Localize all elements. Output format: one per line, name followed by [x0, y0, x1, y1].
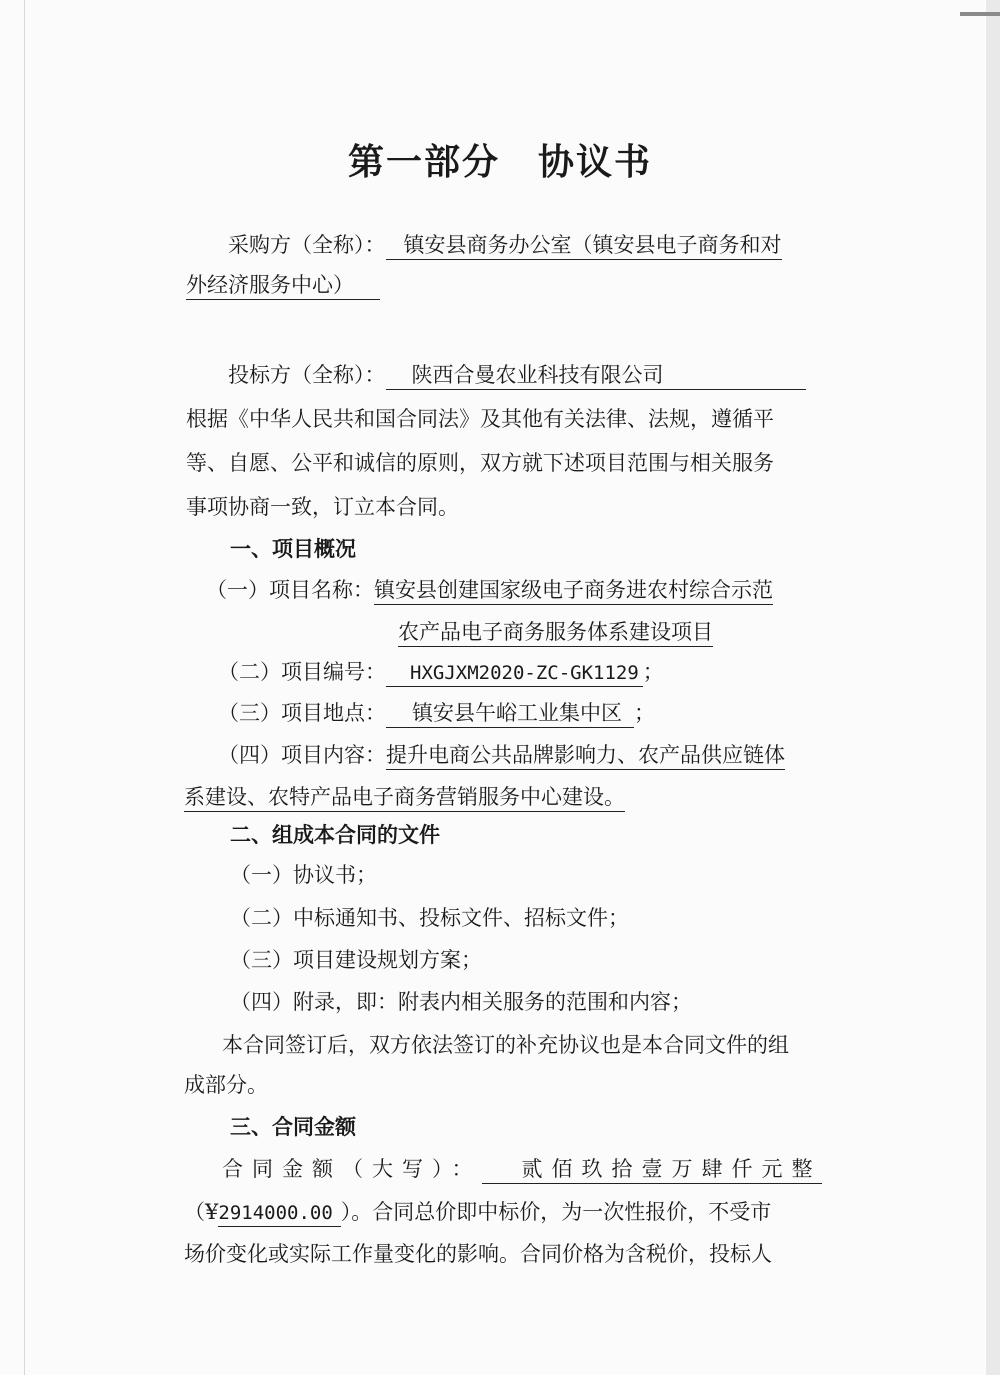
section2-note-line-2: 成部分。	[184, 1073, 268, 1097]
scan-edge-left	[24, 0, 25, 1375]
amount-rest: ）。合同总价即中标价，为一次性报价，不受市	[340, 1200, 772, 1224]
buyer-value-line1: 镇安县商务办公室（镇安县电子商务和对	[386, 233, 782, 260]
project-code-value: HXGJXM2020-ZC-GK1129	[386, 662, 643, 687]
project-content-line2: 系建设、农特产品电子商务营销服务中心建设。	[184, 785, 625, 812]
project-site-end: ；	[634, 701, 655, 725]
section1-heading: 一、项目概况	[230, 536, 356, 561]
amount-line-2: 场价变化或实际工作量变化的影响。合同价格为含税价，投标人	[184, 1242, 772, 1266]
bidder-row	[228, 360, 806, 390]
document-item-3: （三）项目建设规划方案；	[230, 948, 482, 972]
project-code-label: （二）项目编号：	[218, 660, 386, 684]
buyer-row-2	[186, 270, 380, 300]
project-content-label: （四）项目内容：	[218, 743, 386, 767]
intro-line-2: 等、自愿、公平和诚信的原则，双方就下述项目范围与相关服务	[186, 451, 774, 475]
section2-note-line-1: 本合同签订后，双方依法签订的补充协议也是本合同文件的组	[222, 1033, 789, 1057]
bidder-value: 陕西合曼农业科技有限公司	[386, 363, 806, 390]
project-site-value: 镇安县午峪工业集中区	[386, 701, 634, 728]
document-item-4: （四）附录，即：附表内相关服务的范围和内容；	[230, 990, 692, 1014]
buyer-value-line2: 外经济服务中心）	[186, 273, 380, 300]
project-site-label: （三）项目地点：	[218, 701, 386, 725]
amount-words: 贰佰玖拾壹万肆仟元整	[482, 1157, 822, 1184]
intro-line-1: 根据《中华人民共和国合同法》及其他有关法律、法规，遵循平	[186, 407, 774, 431]
scan-edge-top	[960, 12, 1000, 16]
project-name-line1: 镇安县创建国家级电子商务进农村综合示范	[374, 578, 773, 605]
project-code-end: ；	[642, 660, 664, 684]
section2-heading: 二、组成本合同的文件	[230, 822, 440, 847]
intro-line-3: 事项协商一致，订立本合同。	[186, 495, 459, 519]
buyer-row	[228, 230, 782, 260]
amount-open: （¥	[184, 1200, 219, 1224]
amount-number: 2914000.00	[218, 1202, 340, 1227]
page-title: 第一部分 协议书	[347, 141, 652, 183]
project-content-row	[218, 740, 785, 770]
project-site-row	[218, 698, 655, 728]
buyer-label: 采购方（全称）：	[228, 233, 386, 257]
amount-label: 合同金额（大写）：	[222, 1157, 482, 1181]
document-item-1: （一）协议书；	[230, 863, 377, 887]
amount-row	[222, 1154, 822, 1184]
project-name-label: （一）项目名称：	[206, 578, 374, 602]
section3-heading: 三、合同金额	[230, 1114, 356, 1139]
project-name-line2: 农产品电子商务服务体系建设项目	[398, 620, 713, 647]
project-name-row	[206, 575, 773, 605]
project-content-line1: 提升电商公共品牌影响力、农产品供应链体	[386, 743, 785, 770]
scan-edge-right	[986, 0, 1000, 1375]
bidder-label: 投标方（全称）：	[228, 363, 386, 387]
project-name-row-2	[398, 617, 713, 647]
project-code-row	[218, 657, 664, 688]
document-item-2: （二）中标通知书、投标文件、招标文件；	[230, 906, 629, 930]
amount-number-row	[184, 1197, 771, 1228]
project-content-row-2	[184, 782, 625, 812]
